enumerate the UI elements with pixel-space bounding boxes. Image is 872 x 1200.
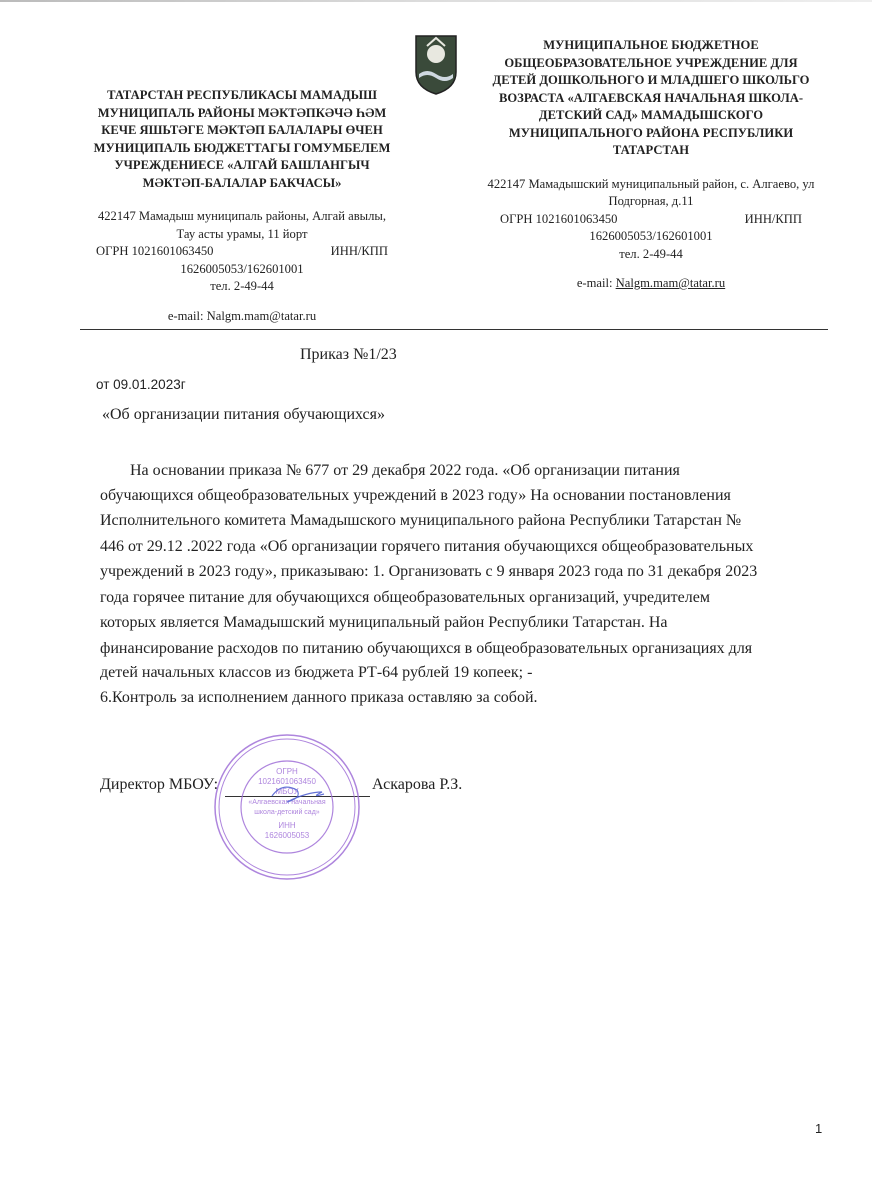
title-line: МУНИЦИПАЛЬНОГО РАЙОНА РЕСПУБЛИКИ <box>508 125 794 140</box>
coat-of-arms-emblem <box>413 34 459 96</box>
order-subject: «Об организации питания обучающихся» <box>102 406 386 423</box>
header-divider <box>80 329 828 330</box>
ogrn: ОГРН 1021601063450 <box>500 211 618 226</box>
title-line: МУНИЦИПАЛЬ БЮДЖЕТТАГЫ ГОМУМБЕЛЕМ <box>93 140 391 155</box>
email-link[interactable]: Nalgm.mam@tatar.ru <box>615 276 726 290</box>
address-line: 422147 Мамадыш муниципаль районы, Алгай авылы, <box>97 209 387 223</box>
body-line: учреждений в 2023 году», приказываю: 1. Организовать с 9 января 2023 года по 31 декабря 2023 <box>100 563 758 580</box>
body-line: которых является Мамадышский муниципальный район Республики Татарстан. На <box>100 614 668 631</box>
title-line: МУНИЦИПАЛЬ РАЙОНЫ МӘКТӘПКӘЧӘ ҺӘМ <box>97 105 387 120</box>
stamp-text: 1021601063450 <box>258 777 316 786</box>
title-line: ВОЗРАСТА «АЛГАЕВСКАЯ НАЧАЛЬНАЯ ШКОЛА- <box>498 90 804 105</box>
header-left-title <box>82 87 402 192</box>
title-line: МӘКТӘП-БАЛАЛАР БАКЧАСЫ» <box>142 175 342 190</box>
title-line: ДЕТСКИЙ САД» МАМАДЫШСКОГО <box>538 108 764 122</box>
title-line: МУНИЦИПАЛЬНОЕ БЮДЖЕТНОЕ <box>543 38 759 52</box>
body-line: обучающихся общеобразовательных учреждений в 2023 году» На основании постановления <box>100 487 731 504</box>
inn-label: ИНН/КПП <box>744 211 802 226</box>
body-line: детей начальных классов из бюджета РТ-64 рублей 19 копеек; - <box>100 664 533 681</box>
signatory-role: Директор МБОУ: <box>100 776 219 793</box>
phone: тел. 2-49-44 <box>619 246 683 261</box>
stamp-text: ИНН <box>278 821 296 830</box>
title-line: КЕЧЕ ЯШЬТӘГЕ МӘКТӘП БАЛАЛАРЫ ӨЧЕН <box>101 123 383 137</box>
body-line: 446 от 29.12 .2022 года «Об организации горячего питания обучающихся общеобразовательных <box>100 538 754 555</box>
address-line: Подгорная, д.11 <box>608 194 694 208</box>
body-line: финансирование расходов по питанию обучающихся в общеобразовательных организациях для <box>100 640 753 657</box>
title-line: ТАТАРСТАН <box>612 143 690 157</box>
title-line: ТАТАРСТАН РЕСПУБЛИКАСЫ МАМАДЫШ <box>107 88 377 102</box>
inn-value: 1626005053/162601001 <box>589 229 713 243</box>
header-right-russian <box>470 37 832 293</box>
stamp-text: ОГРН <box>276 767 298 776</box>
stamp-text: МБОУ <box>275 787 299 796</box>
stamp-text: школа-детский сад» <box>254 809 320 816</box>
order-title: Приказ №1/23 <box>300 346 397 363</box>
page-number: 1 <box>815 1121 823 1136</box>
phone: тел. 2-49-44 <box>210 279 274 293</box>
body-line: года горячее питание для обучающихся общеобразовательных организаций, учредителем <box>100 589 710 606</box>
signatory-name: Аскарова Р.З. <box>372 776 463 793</box>
header-right-title <box>470 37 832 160</box>
title-line: ОБЩЕОБРАЗОВАТЕЛЬНОЕ УЧРЕЖДЕНИЕ ДЛЯ <box>504 55 798 70</box>
stamp-text: 1626005053 <box>264 831 310 840</box>
email-label: e-mail: <box>576 276 616 290</box>
body-line: На основании приказа № 677 от 29 декабря 2022 года. «Об организации питания <box>130 462 680 479</box>
stamp-text: «Алгаевская начальная <box>248 799 326 806</box>
inn-label: ИНН/КПП <box>330 244 388 258</box>
body-line: Исполнительного комитета Мамадышского муниципального района Республики Татарстан № <box>100 512 742 529</box>
official-stamp-seal <box>212 732 362 882</box>
inn-value: 1626005053/162601001 <box>180 261 304 276</box>
order-date: от 09.01.2023г <box>96 377 186 392</box>
ogrn: ОГРН 1021601063450 <box>96 244 214 258</box>
scan-edge <box>0 0 872 2</box>
header-left-tatar <box>82 87 402 325</box>
address-line: 422147 Мамадышский муниципальный район, с. Алгаево, ул <box>487 176 815 191</box>
address-line: Тау асты урамы, 11 йорт <box>176 226 308 241</box>
title-line: УЧРЕЖДЕНИЕСЕ «АЛГАЙ БАШЛАНГЫЧ <box>114 158 370 172</box>
body-line: 6.Контроль за исполнением данного приказа оставляю за собой. <box>100 689 538 706</box>
email: e-mail: Nalgm.mam@tatar.ru <box>167 308 317 323</box>
title-line: ДЕТЕЙ ДОШКОЛЬНОГО И МЛАДШЕГО ШКОЛЬГО <box>492 73 810 87</box>
